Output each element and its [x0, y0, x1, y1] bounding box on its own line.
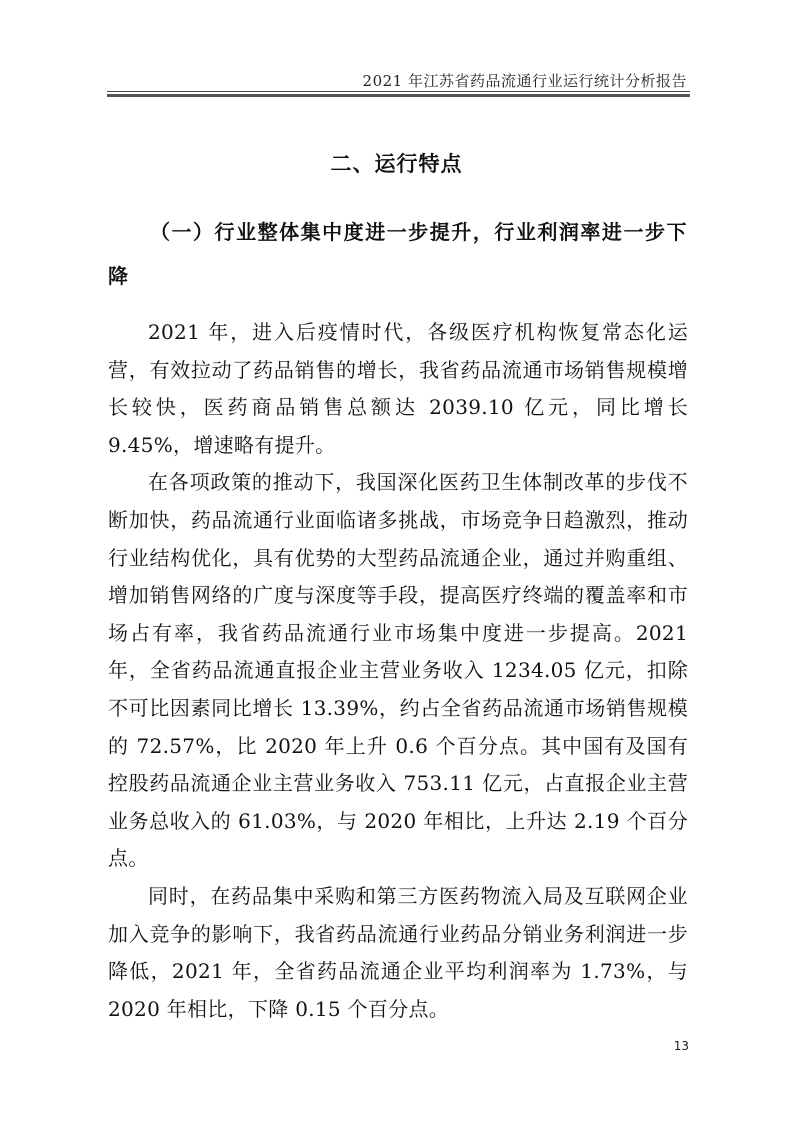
paragraph-market-concentration: 在各项政策的推动下，我国深化医药卫生体制改革的步伐不断加快，药品流通行业面临诸多挑战，市场竞争日趋激烈，推动行业结构优化，具有优势的大型药品流通企业，通过并购重组、增加销售网络的广度与深度等手段，提高医疗终端的覆盖率和市场占有率，我省药品流通行业市场集中度进一步提高。2021 年，全省药品流通直报企业主营业务收入 1234.05 亿元，扣除不可比因素同比增长 13.39%，约占全省药品流通市场销售规模的 72.57%，比 2020 年上升 0.6 个百分点。其中国有及国有控股药品流通企业主营业务收入 753.11 亿元，占直报企业主营业务总收入的 61.03%，与 2020 年相比，上升达 2.19 个百分点。	[108, 470, 688, 871]
section-title: 二、运行特点	[330, 152, 463, 176]
page-number: 13	[673, 1039, 689, 1053]
header-rule-thin	[107, 91, 690, 92]
paragraph-market-size: 2021 年，进入后疫情时代，各级医疗机构恢复常态化运营，有效拉动了药品销售的增长，我省药品流通市场销售规模增长较快，医药商品销售总额达 2039.10 亿元，同比增长 9.45%，增速略有提升。	[108, 320, 688, 457]
body-text	[108, 314, 688, 1028]
subsection-title: （一）行业整体集中度进一步提升，行业利润率进一步下降	[108, 220, 688, 288]
paragraph-profit-margin: 同时，在药品集中采购和第三方医药物流入局及互联网企业加入竞争的影响下，我省药品流通行业药品分销业务利润进一步降低，2021 年，全省药品流通企业平均利润率为 1.73%，与 2020 年相比，下降 0.15 个百分点。	[108, 883, 688, 1021]
header-rule-thick	[107, 94, 690, 97]
running-header-title: 2021 年江苏省药品流通行业运行统计分析报告	[362, 72, 687, 90]
